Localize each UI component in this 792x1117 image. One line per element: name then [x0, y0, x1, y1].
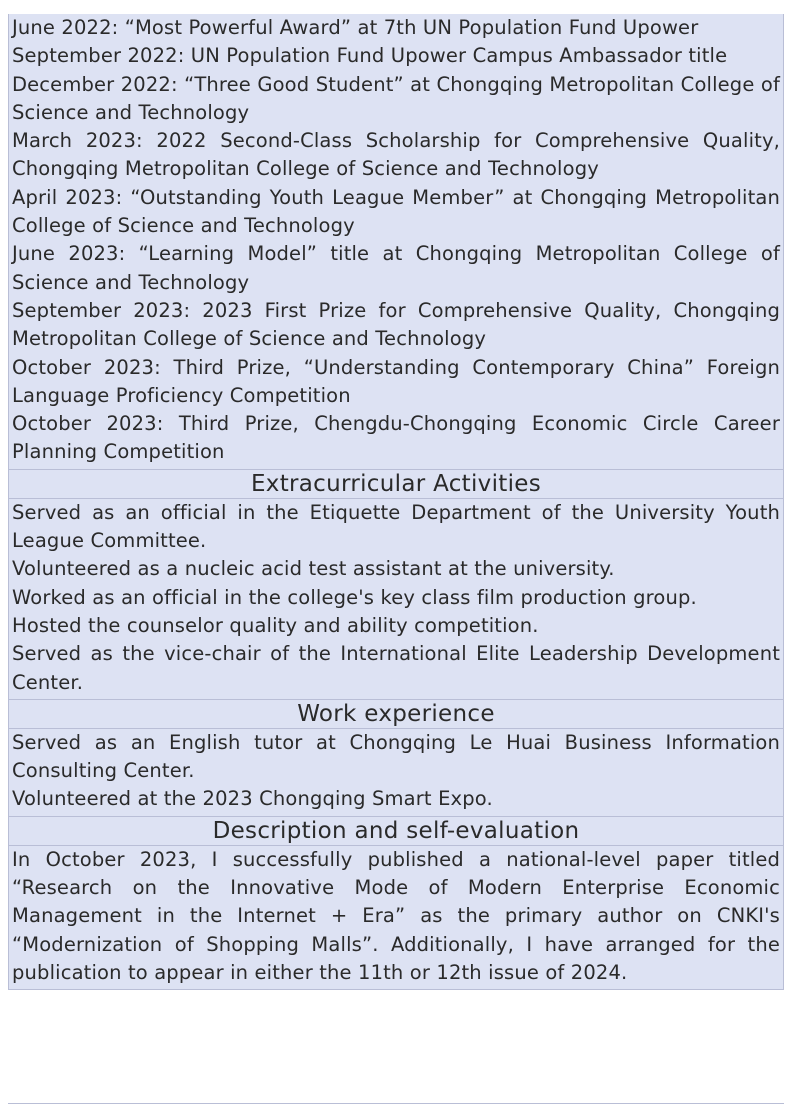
bottom-divider [8, 1103, 784, 1104]
award-item: April 2023: “Outstanding Youth League Member” at Chongqing Metropolitan College of Science and Technology [12, 185, 780, 238]
activity-item: Served as an official in the Etiquette Department of the University Youth League Committee. [12, 500, 780, 553]
awards-section [9, 14, 783, 469]
self-evaluation-section [9, 845, 783, 989]
award-item: September 2022: UN Population Fund Upower Campus Ambassador title [12, 44, 728, 68]
award-item: June 2022: “Most Powerful Award” at 7th UN Population Fund Upower [12, 16, 699, 39]
work-item: Served as an English tutor at Chongqing Le Huai Business Information Consulting Center. [12, 730, 780, 783]
award-item: June 2023: “Learning Model” title at Chongqing Metropolitan College of Science and Technology [12, 242, 780, 294]
resume-document [8, 14, 784, 990]
award-item: March 2023: 2022 Second-Class Scholarship for Comprehensive Quality, Chongqing Metropolitan College of Science and Technology [12, 129, 780, 181]
self-evaluation-text: In October 2023, I successfully published a national-level paper titled “Research on the Innovative Mode of Modern Enterprise Economic Management in the Internet + Era” as the primary author on CNKI's “Modernization of Shopping Malls”. Additionally, I have arranged for the publication to appear in either the 11th or 12th issue of 2024. [12, 847, 780, 984]
activity-item: Worked as an official in the college's key class film production group. [12, 585, 697, 609]
activity-item: Hosted the counselor quality and ability competition. [12, 613, 539, 637]
award-item: October 2023: Third Prize, Chengdu-Chongqing Economic Circle Career Planning Competition [12, 412, 780, 464]
award-item: October 2023: Third Prize, “Understanding Contemporary China” Foreign Language Proficiency Competition [12, 355, 780, 407]
extracurricular-heading: Extracurricular Activities [9, 469, 783, 498]
work-item: Volunteered at the 2023 Chongqing Smart Expo. [12, 787, 493, 811]
work-experience-heading: Work experience [9, 699, 783, 728]
extracurricular-section [9, 498, 783, 699]
activity-item: Served as the vice-chair of the International Elite Leadership Development Center. [12, 642, 780, 694]
activity-item: Volunteered as a nucleic acid test assistant at the university. [12, 557, 615, 581]
work-experience-section [9, 728, 783, 816]
award-item: September 2023: 2023 First Prize for Comprehensive Quality, Chongqing Metropolitan College of Science and Technology [12, 298, 780, 351]
award-item: December 2022: “Three Good Student” at Chongqing Metropolitan College of Science and Technology [12, 72, 780, 124]
self-evaluation-heading: Description and self-evaluation [9, 816, 783, 845]
